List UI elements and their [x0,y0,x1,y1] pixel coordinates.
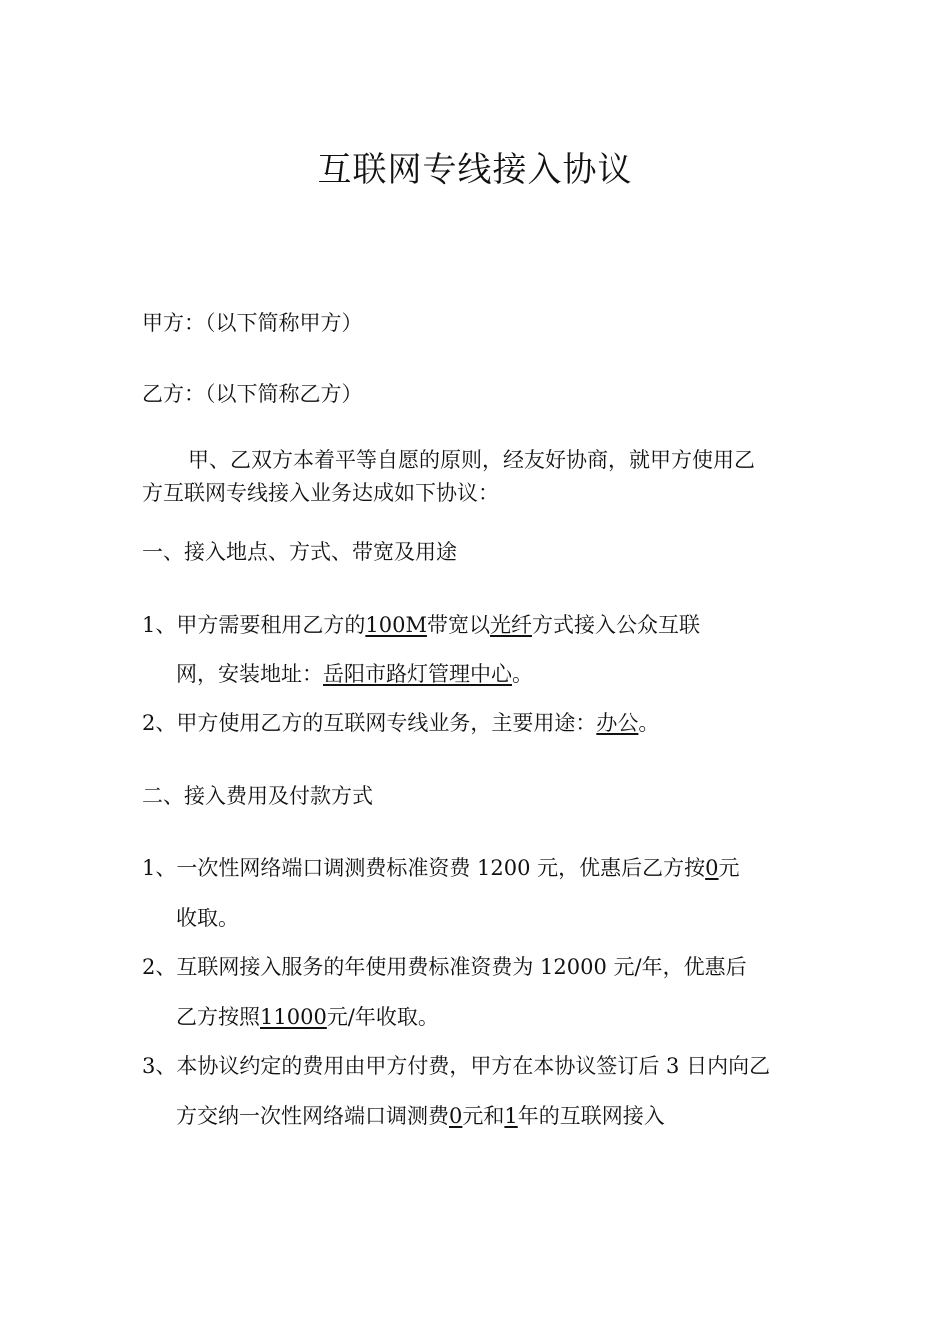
section-1-item-1-line-2 [176,659,533,689]
text-segment: 2、甲方使用乙方的互联网专线业务，主要用途： [142,711,597,735]
document-title: 互联网专线接入协议 [317,150,633,190]
section-2-item-1-line-1 [142,853,740,883]
text-segment: 。 [512,662,533,686]
text-segment: 方交纳一次性网络端口调测费 [176,1104,449,1128]
text-segment: 乙方按照 [176,1005,260,1029]
purpose-value: 办公 [596,711,639,735]
text-segment: 元和 [462,1104,505,1128]
party-b-line: 乙方：（以下简称乙方） [142,382,363,406]
section-2-item-2-line-1: 2、互联网接入服务的年使用费标准资费为 12000 元/年，优惠后 [142,955,747,979]
section-1-heading: 一、接入地点、方式、带宽及用途 [142,540,457,564]
section-1-item-2 [142,708,659,738]
text-segment: 方式接入公众互联 [531,613,700,637]
section-2-item-3-line-1: 3、本协议约定的费用由甲方付费，甲方在本协议签订后 3 日内向乙 [142,1054,771,1078]
section-1-item-1-line-1 [142,610,700,640]
port-fee-discount-value: 0 [705,856,719,880]
annual-fee-value: 11000 [260,1005,327,1029]
years-value: 1 [504,1104,518,1128]
text-segment: 元/年收取。 [326,1005,439,1029]
text-segment: 1、甲方需要租用乙方的 [142,613,366,637]
text-segment: 1、一次性网络端口调测费标准资费 1200 元，优惠后乙方按 [142,856,706,880]
intro-line-1: 甲、乙双方本着平等自愿的原则，经友好协商，就甲方使用乙 [188,448,755,472]
text-segment: 年的互联网接入 [517,1104,665,1128]
party-a-line: 甲方：（以下简称甲方） [142,311,363,335]
section-2-item-2-line-2 [176,1002,439,1032]
section-2-item-3-line-2 [176,1101,665,1131]
section-2-item-1-line-2: 收取。 [176,906,239,930]
intro-line-2: 方互联网专线接入业务达成如下协议： [142,481,499,505]
port-fee-value: 0 [449,1104,463,1128]
text-segment: 元 [718,856,740,880]
section-2-heading: 二、接入费用及付款方式 [142,784,373,808]
text-segment: 。 [638,711,660,735]
bandwidth-value: 100M [365,613,427,637]
install-address-value: 岳阳市路灯管理中心 [323,662,512,686]
access-method-value: 光纤 [489,613,532,637]
text-segment: 网，安装地址： [176,662,323,686]
text-segment: 带宽以 [426,613,490,637]
